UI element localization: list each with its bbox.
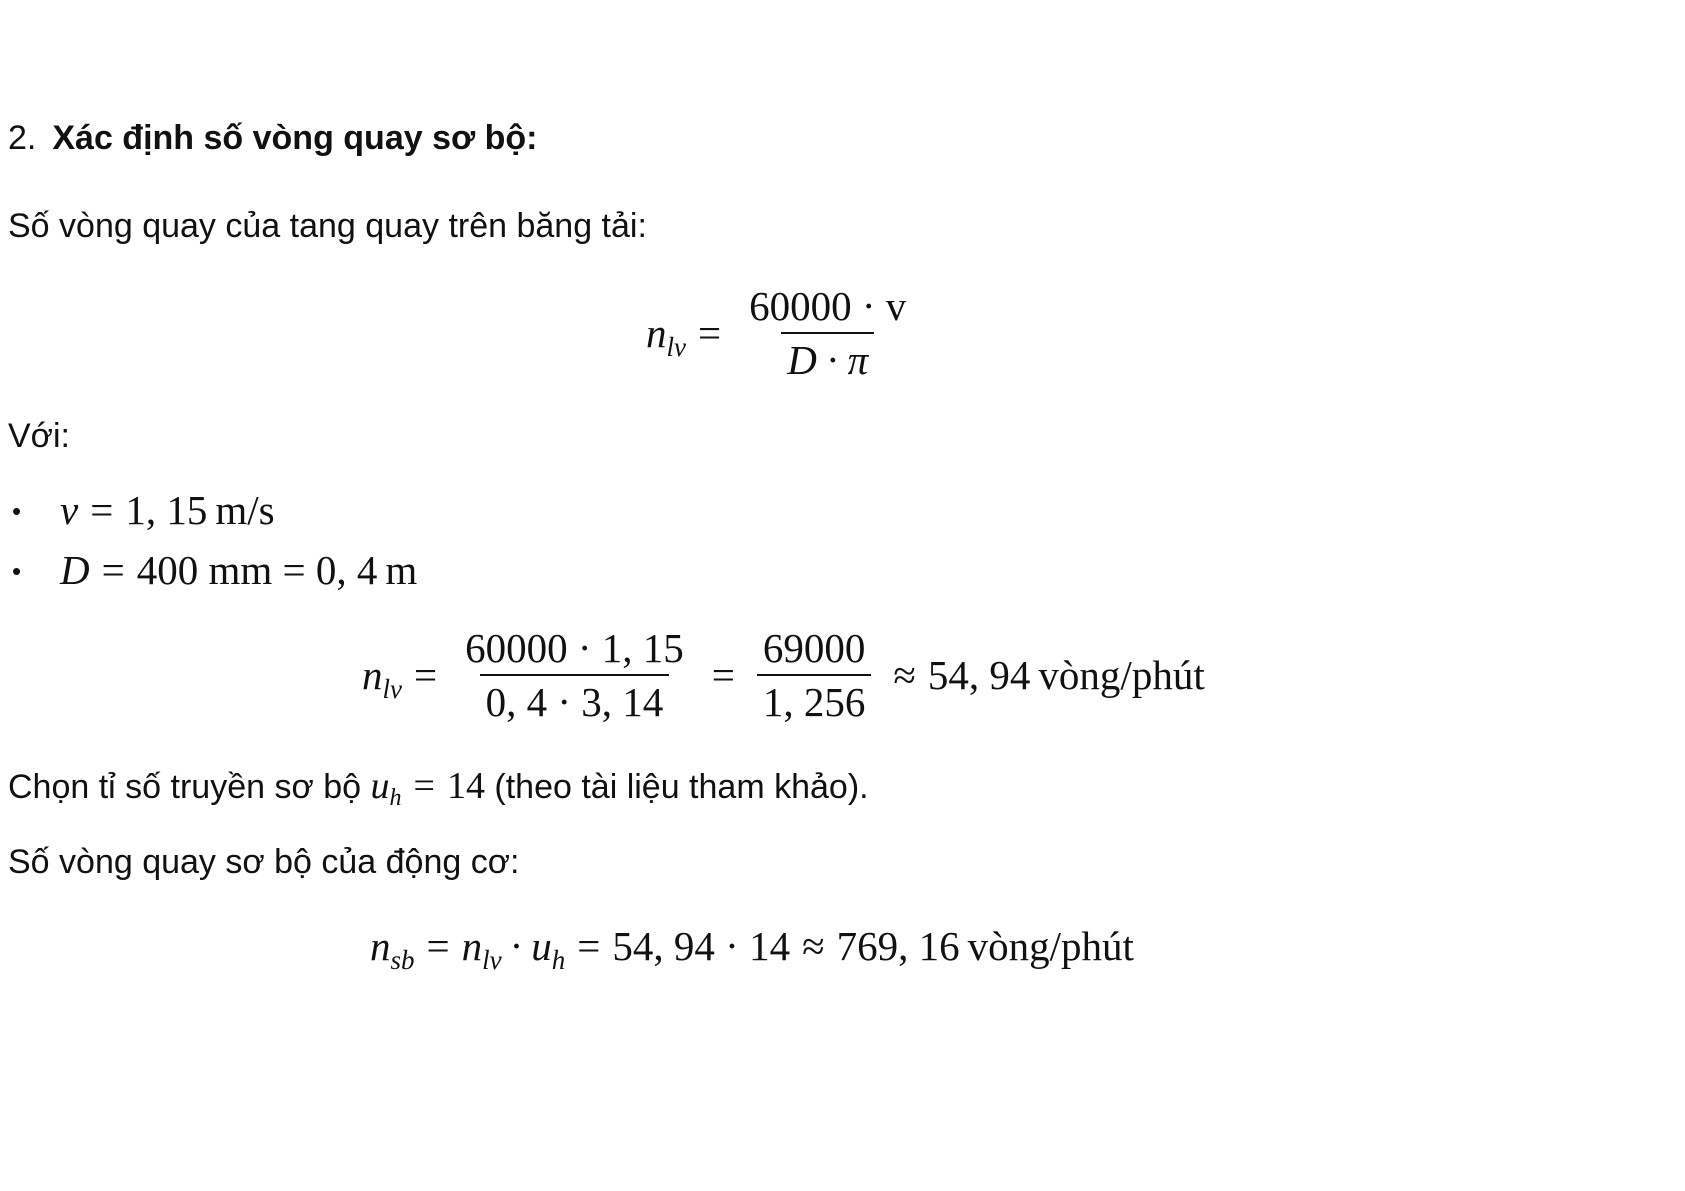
calc-nlv-fraction-2: $\frac{69000}{1, 256}$ — [757, 626, 872, 724]
ratio-sentence: Chọn tỉ số truyền sơ bộ uh = 14 (theo tài liệu tham khảo). — [8, 765, 869, 811]
calc-nlv-unit: vòng/phút — [1038, 652, 1205, 698]
calc-nlv-result: 54, 94 — [927, 652, 1031, 698]
bullet-dot-icon: • — [12, 496, 22, 526]
calc-nsb-unit: vòng/phút — [967, 923, 1134, 969]
formula-nlv-fraction — [743, 284, 912, 382]
calc-nsb-result: 769, 16 — [836, 923, 960, 969]
section-heading — [8, 118, 537, 158]
cropped-next-line — [20, 1180, 520, 1191]
calc-nlv: $n_{lv}$ = $\frac{60000 \cdot 1, 15}{0, 4 \cdot 3, 14}$ = $\frac{69000}{1, 256}$ ≈ 54, 94 vòng/phút — [362, 625, 1205, 725]
given-v: v = 1, 15 m/s — [60, 487, 275, 533]
ratio-math: uh = 14 — [370, 765, 485, 811]
calc-nsb: $n_{sb}$ = $n_{lv}$ · $u_h$ = 54, 94 · 14 ≈ 769, 16 vòng/phút — [370, 923, 1134, 975]
calc-nlv-lhs: $n_{lv}$ — [362, 652, 402, 704]
formula-nlv: $n_{lv}$ = $\frac{60000 \cdot v}{D \cdot \pi}$ — [646, 284, 922, 382]
calc-nsb-lhs: $n_{sb}$ — [370, 923, 415, 975]
intro-text: Số vòng quay của tang quay trên băng tải: — [8, 207, 647, 245]
calc-nlv-fraction-1: $\frac{60000 \cdot 1, 15}{0, 4 \cdot 3, 14}$ — [465, 625, 684, 725]
formula-nlv-lhs: $n_{lv}$ — [646, 310, 686, 362]
given-d: D = 400 mm = 0, 4 m — [60, 547, 418, 593]
motor-text: Số vòng quay sơ bộ của động cơ: — [8, 843, 520, 881]
formula-nlv-numerator: 60000 · v — [749, 283, 907, 329]
with-label: Với: — [8, 417, 70, 455]
bullet-dot-icon: • — [12, 556, 22, 586]
section-title: Xác định số vòng quay sơ bộ: — [52, 119, 538, 157]
formula-nlv-denominator: D · π — [781, 332, 874, 382]
section-number: 2. — [8, 119, 37, 157]
